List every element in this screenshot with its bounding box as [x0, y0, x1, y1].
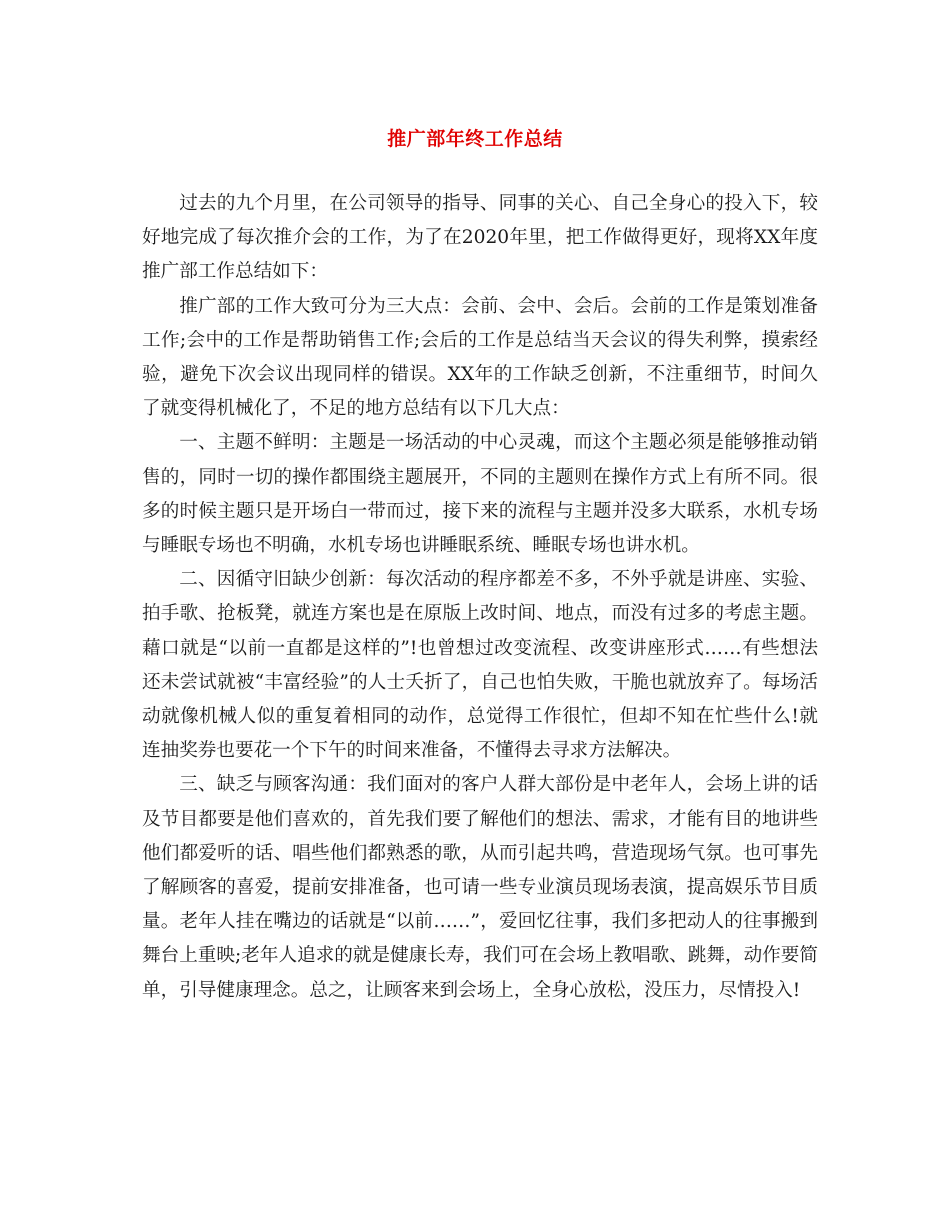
document-title: 推广部年终工作总结 — [387, 128, 563, 150]
document-body — [142, 187, 818, 1008]
paragraph-overview: 推广部的工作大致可分为三大点：会前、会中、会后。会前的工作是策划准备工作;会中的工作是帮助销售工作;会后的工作是总结当天会议的得失利弊，摸索经验，避免下次会议出现同样的错误。XX年的工作缺乏创新，不注重细节，时间久了就变得机械化了，不足的地方总结有以下几大点： — [142, 295, 818, 420]
paragraph-point-two: 二、因循守旧缺少创新：每次活动的程序都差不多，不外乎就是讲座、实验、拍手歌、抢板凳，就连方案也是在原版上改时间、地点，而没有过多的考虑主题。藉口就是“以前一直都是这样的”!也曾想过改变流程、改变讲座形式……有些想法还未尝试就被“丰富经验”的人士夭折了，自己也怕失败，干脆也就放弃了。每场活动就像机械人似的重复着相同的动作，总觉得工作很忙，但却不知在忙些什么!就连抽奖券也要花一个下午的时间来准备，不懂得去寻求方法解决。 — [142, 569, 818, 762]
paragraph-point-three: 三、缺乏与顾客沟通：我们面对的客户人群大部份是中老年人，会场上讲的话及节目都要是他们喜欢的，首先我们要了解他们的想法、需求，才能有目的地讲些他们都爱听的话、唱些他们都熟悉的歌，从而引起共鸣，营造现场气氛。也可事先了解顾客的喜爱，提前安排准备，也可请一些专业演员现场表演，提高娱乐节目质量。老年人挂在嘴边的话就是“以前……”，爱回忆往事，我们多把动人的往事搬到舞台上重映;老年人追求的就是健康长寿，我们可在会场上教唱歌、跳舞，动作要简单，引导健康理念。总之，让顾客来到会场上，全身心放松，没压力，尽情投入! — [142, 774, 818, 1001]
paragraph-point-one: 一、主题不鲜明：主题是一场活动的中心灵魂，而这个主题必须是能够推动销售的，同时一切的操作都围绕主题展开，不同的主题则在操作方式上有所不同。很多的时候主题只是开场白一带而过，接下来的流程与主题并没多大联系，水机专场与睡眠专场也不明确，水机专场也讲睡眠系统、睡眠专场也讲水机。 — [142, 432, 818, 557]
paragraph-intro: 过去的九个月里，在公司领导的指导、同事的关心、自己全身心的投入下，较好地完成了每次推介会的工作，为了在2020年里，把工作做得更好，现将XX年度推广部工作总结如下： — [142, 193, 818, 283]
